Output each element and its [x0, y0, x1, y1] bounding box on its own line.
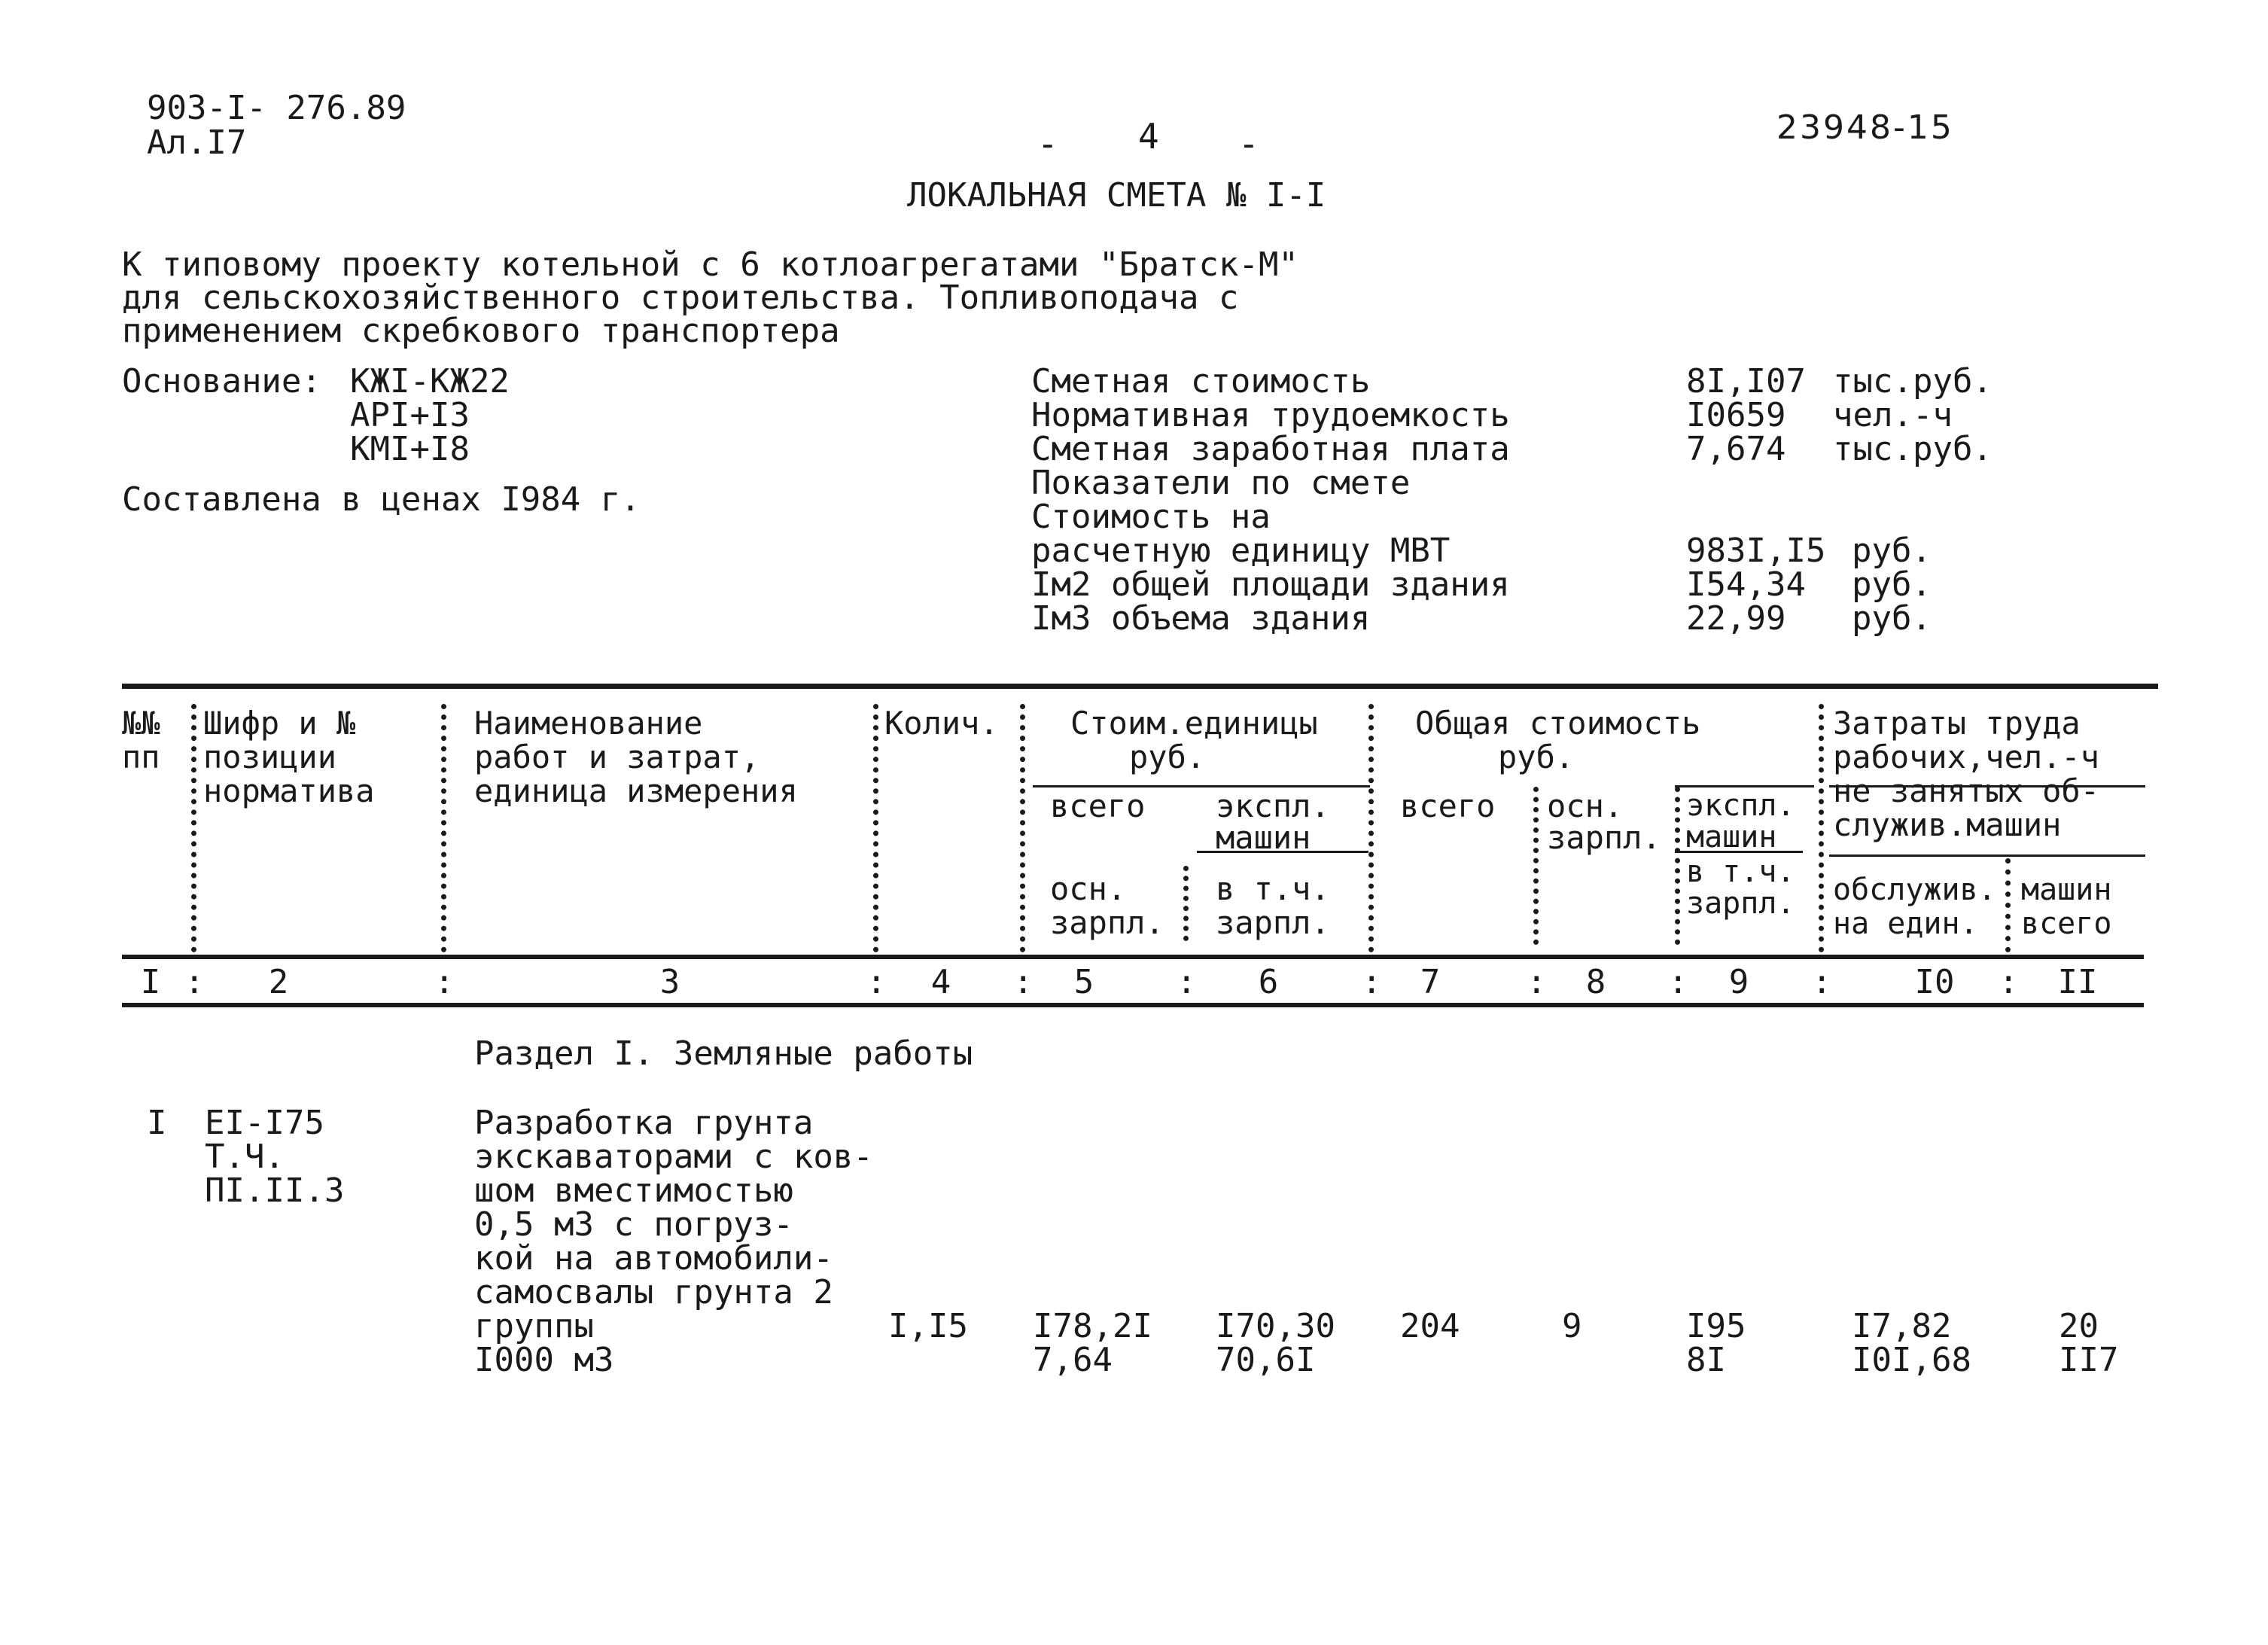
- summary-label: Сметная заработная плата: [1031, 430, 1510, 468]
- header-total-machines: экспл.: [1686, 788, 1795, 823]
- basis-line: АРI+I3: [350, 396, 470, 434]
- header-total-cost: руб.: [1498, 739, 1575, 775]
- summary-label: Iм2 общей площади здания: [1031, 565, 1510, 604]
- basis-line: КМI+I8: [350, 430, 470, 468]
- column-separator: [1183, 866, 1189, 941]
- column-number-separator: :: [1362, 963, 1382, 1001]
- row-labor-total: II7: [2059, 1341, 2119, 1379]
- summary-label: Iм3 объема здания: [1031, 599, 1371, 638]
- row-total-machines: I95: [1686, 1307, 1746, 1345]
- header-col3: работ и затрат,: [474, 739, 760, 775]
- subheader-rule: [1829, 854, 2145, 857]
- header-total-all: всего: [1400, 787, 1496, 824]
- table-header-bottom-rule: [122, 955, 2144, 959]
- header-unit-cost: Стоим.единицы: [1070, 705, 1318, 742]
- page-dash-right: -: [1238, 123, 1259, 164]
- header-unit-cost: руб.: [1129, 739, 1206, 775]
- summary-value: 8I,I07: [1686, 362, 1806, 401]
- row-labor-unit: I7,82: [1852, 1307, 1952, 1345]
- row-unit-machines: I70,30: [1216, 1307, 1335, 1345]
- header-col2: норматива: [203, 772, 375, 809]
- header-total-wage: осн.: [1547, 787, 1624, 824]
- summary-value: 983I,I5: [1686, 532, 1826, 570]
- row-name: I000 м3: [474, 1341, 614, 1379]
- summary-label: расчетную единицу МВТ: [1031, 532, 1451, 570]
- summary-unit: руб.: [1852, 532, 1932, 570]
- header-unit-wage: зарпл.: [1050, 904, 1164, 941]
- row-labor-total: 20: [2059, 1307, 2099, 1345]
- row-name: 0,5 м3 с погруз-: [474, 1205, 793, 1244]
- row-code: ЕI-I75: [205, 1104, 324, 1142]
- column-separator: [441, 704, 446, 952]
- header-labor: рабочих,чел.-ч: [1833, 739, 2100, 775]
- column-number: 5: [1073, 963, 1094, 1001]
- summary-label: Стоимость на: [1031, 498, 1271, 536]
- column-number-separator: :: [1999, 963, 2019, 1001]
- column-number: 8: [1585, 963, 1606, 1001]
- header-col3: единица измерения: [474, 772, 798, 809]
- header-labor-per-unit: на един.: [1833, 906, 1978, 941]
- column-separator: [1533, 787, 1539, 945]
- description-line: применением скребкового транспортера: [122, 312, 840, 350]
- row-quantity: I,I5: [888, 1307, 968, 1345]
- basis-line: КЖI-КЖ22: [350, 362, 510, 401]
- row-unit-total: I78,2I: [1033, 1307, 1152, 1345]
- header-col2: позиции: [203, 739, 337, 775]
- header-unit-machines: машин: [1216, 819, 1311, 856]
- column-number: 4: [930, 963, 951, 1001]
- summary-label: Сметная стоимость: [1031, 362, 1371, 401]
- header-total-incl-wage: зарпл.: [1686, 886, 1795, 921]
- column-number: 3: [659, 963, 680, 1001]
- row-labor-unit: I0I,68: [1852, 1341, 1971, 1379]
- column-separator: [1819, 704, 1824, 952]
- summary-label: Показатели по смете: [1031, 464, 1411, 502]
- row-name: группы: [474, 1307, 594, 1345]
- column-number: I0: [1914, 963, 1955, 1001]
- summary-label: Нормативная трудоемкость: [1031, 396, 1510, 434]
- header-labor: Затраты труда: [1833, 705, 2081, 742]
- row-name: Разработка грунта: [474, 1104, 814, 1142]
- summary-value: 7,674: [1686, 430, 1786, 468]
- column-number-separator: :: [1527, 963, 1547, 1001]
- column-separator: [1675, 787, 1680, 945]
- summary-unit: тыс.руб.: [1833, 430, 1992, 468]
- row-code: Т.Ч.: [205, 1138, 285, 1176]
- column-number-separator: :: [434, 963, 455, 1001]
- header-col2: Шифр и №: [203, 705, 356, 742]
- header-total-cost: Общая стоимость: [1415, 705, 1701, 742]
- row-name: самосвалы грунта 2: [474, 1273, 833, 1311]
- page-number: 4: [1138, 116, 1159, 157]
- header-unit-machines: экспл.: [1216, 787, 1330, 824]
- header-unit-incl-wage: в т.ч.: [1216, 870, 1330, 907]
- header-labor: не занятых об-: [1833, 772, 2100, 809]
- archive-number: 23948-15: [1776, 108, 1954, 147]
- column-separator: [873, 704, 878, 952]
- table-top-rule: [122, 684, 2158, 689]
- column-number: 9: [1728, 963, 1749, 1001]
- row-unit-wage: 7,64: [1033, 1341, 1113, 1379]
- row-code: ПI.II.3: [205, 1171, 345, 1210]
- summary-value: 22,99: [1686, 599, 1786, 638]
- row-unit-incl-wage: 70,6I: [1216, 1341, 1316, 1379]
- column-number-separator: :: [1177, 963, 1197, 1001]
- column-number: II: [2057, 963, 2098, 1001]
- column-number: 6: [1258, 963, 1279, 1001]
- description-line: для сельскохозяйственного строительства. Топливоподача с: [122, 279, 1239, 317]
- column-separator: [1368, 704, 1374, 952]
- summary-value: I54,34: [1686, 565, 1806, 604]
- summary-unit: тыс.руб.: [1833, 362, 1992, 401]
- summary-value: I0659: [1686, 396, 1786, 434]
- header-unit-wage: осн.: [1050, 870, 1127, 907]
- table-numbers-bottom-rule: [122, 1003, 2144, 1007]
- header-total-wage: зарпл.: [1547, 819, 1661, 856]
- row-name: шом вместимостью: [474, 1171, 793, 1210]
- summary-unit: руб.: [1852, 565, 1932, 604]
- row-total-incl-wage: 8I: [1686, 1341, 1726, 1379]
- header-col3: Наименование: [474, 705, 703, 742]
- document-number: 903-I- 276.89: [147, 89, 406, 127]
- summary-unit: чел.-ч: [1833, 396, 1953, 434]
- section-title: Раздел I. Земляные работы: [474, 1034, 973, 1073]
- basis-label: Основание:: [122, 362, 321, 401]
- column-separator: [2005, 858, 2011, 952]
- subheader-rule: [1675, 785, 1814, 787]
- header-col1: пп: [122, 739, 160, 775]
- header-labor-per-unit: обслужив.: [1833, 873, 1996, 907]
- row-number: I: [147, 1104, 167, 1142]
- column-number: 2: [268, 963, 289, 1001]
- row-name: кой на автомобили-: [474, 1239, 833, 1278]
- prices-note: Составлена в ценах I984 г.: [122, 480, 641, 519]
- column-number-separator: :: [1013, 963, 1034, 1001]
- column-number-separator: :: [184, 963, 205, 1001]
- column-separator: [191, 704, 196, 952]
- column-number-separator: :: [1668, 963, 1688, 1001]
- header-unit-incl-wage: зарпл.: [1216, 904, 1330, 941]
- summary-unit: руб.: [1852, 599, 1932, 638]
- page-dash-left: -: [1037, 123, 1058, 164]
- header-unit-total: всего: [1050, 787, 1146, 824]
- header-labor-total: всего: [2021, 906, 2112, 941]
- page-title: ЛОКАЛЬНАЯ СМЕТА № I-I: [907, 176, 1326, 215]
- column-number: 7: [1420, 963, 1441, 1001]
- column-number-separator: :: [1812, 963, 1832, 1001]
- header-total-incl-wage: в т.ч.: [1686, 854, 1795, 889]
- column-number: I: [140, 963, 161, 1001]
- header-labor: служив.машин: [1833, 806, 2062, 843]
- row-name: экскаваторами с ков-: [474, 1138, 873, 1176]
- header-col4: Колич.: [884, 705, 999, 742]
- description-line: К типовому проекту котельной с 6 котлоагрегатами "Братск-М": [122, 245, 1298, 284]
- header-labor-total: машин: [2021, 873, 2112, 907]
- column-separator: [1020, 704, 1025, 952]
- column-number-separator: :: [866, 963, 887, 1001]
- sheet-label: Ал.I7: [147, 123, 247, 162]
- row-total: 204: [1400, 1307, 1460, 1345]
- header-col1: №№: [122, 705, 160, 742]
- row-total-wage: 9: [1562, 1307, 1582, 1345]
- header-total-machines: машин: [1686, 820, 1777, 854]
